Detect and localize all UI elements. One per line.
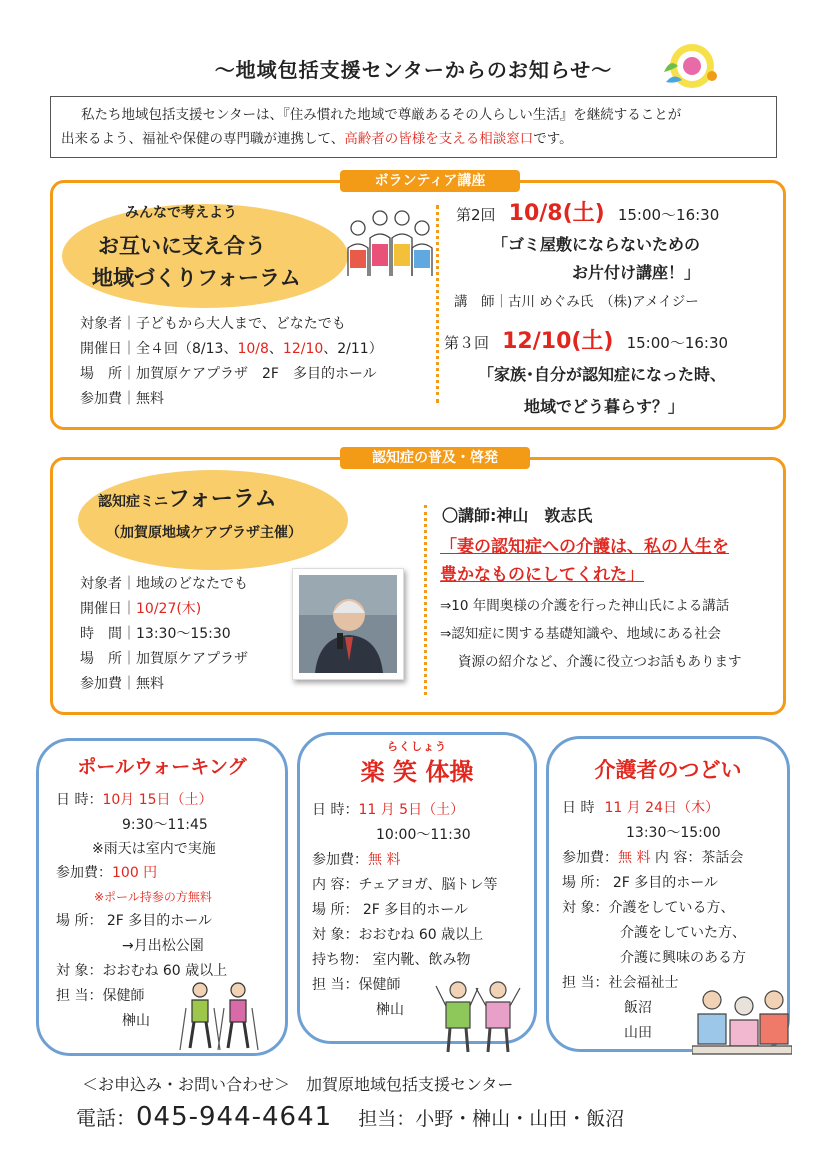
carer-staff-name-1: 飯沼: [624, 1000, 652, 1016]
volunteer-date-sep: 、: [268, 341, 283, 357]
carer-fee-label: 参加費：: [562, 850, 618, 866]
footer-contact: [76, 1102, 624, 1132]
carer-staff-name-2: 山田: [624, 1025, 652, 1041]
session-2-header: [456, 196, 719, 227]
carer-date-value: 11 月 24日（木）: [604, 800, 719, 816]
intro-line-2-end: です。: [533, 131, 573, 147]
exercise-fee-label: 参加費：: [312, 852, 368, 868]
pole-fee-value: 100 円: [112, 865, 158, 881]
session-3-title-2: 地域でどう暮らす？」: [524, 397, 685, 416]
footer-phone-label: 電話：: [76, 1106, 136, 1130]
pole-date: [56, 788, 213, 813]
pole-rain: ※雨天は室内で実施: [92, 841, 216, 857]
people-group-illustration-icon: [344, 206, 434, 284]
session-3-title-1: 「家族･自分が認知症になった時、: [478, 365, 727, 384]
session-2-date: 10/8(土): [508, 201, 605, 226]
exercise-items: 持ち物： 室内靴、飲み物: [312, 952, 471, 968]
session-2-title-1: 「ゴミ屋敷にならないための: [492, 235, 701, 254]
dementia-tab: 認知症の普及・啓発: [340, 447, 530, 469]
volunteer-fee: 参加費｜無料: [80, 391, 164, 407]
volunteer-tab: ボランティア講座: [340, 170, 520, 192]
session-3-header: [444, 324, 728, 355]
exercise-fee: [312, 848, 400, 873]
intro-box: [50, 96, 777, 158]
dementia-title: [98, 482, 277, 513]
session-3-date: 12/10(土): [502, 329, 614, 354]
pole-time: 9:30～11:45: [122, 817, 208, 833]
session-3-number: 第３回: [444, 334, 490, 352]
volunteer-place: 場 所｜加賀原ケアプラザ 2F 多目的ホール: [80, 366, 377, 382]
footer-phone-number: 045-944-4641: [136, 1102, 333, 1132]
session-2-number: 第2回: [456, 206, 496, 224]
exercise-staff: 担 当：保健師: [312, 977, 401, 993]
lecturer-photo: [292, 568, 404, 680]
pole-walkers-illustration-icon: [178, 978, 266, 1052]
carer-place: 場 所： 2F 多目的ホール: [562, 875, 719, 891]
session-2-lecturer: 講 師｜古川 めぐみ氏 （株)アメイジー: [454, 294, 699, 310]
session-3-time: 15:00～16:30: [626, 334, 729, 352]
volunteer-date-3: 12/10: [282, 341, 324, 357]
dementia-quote-1: 「妻の認知症への介護は、私の人生を: [440, 537, 729, 557]
exercise-time: 10:00～11:30: [376, 827, 471, 843]
dementia-target: 対象者｜地域のどなたでも: [80, 576, 248, 592]
pole-place-1: 場 所： 2F 多目的ホール: [56, 913, 213, 929]
carer-target-2: 介護をしていた方、: [620, 925, 746, 941]
exercise-target: 対 象：おおむね 60 歳以上: [312, 927, 484, 943]
dementia-date: 10/27(木): [136, 601, 202, 617]
session-2-title-2: お片付け講座！」: [572, 263, 701, 282]
dementia-title-big: フォーラム: [168, 487, 277, 512]
exercise-date-label: 日 時：: [312, 802, 359, 818]
footer-staff: 担当：小野・榊山・山田・飯沼: [358, 1108, 625, 1130]
volunteer-subtitle: みんなで考えよう: [125, 205, 237, 221]
session-2-time: 15:00～16:30: [617, 206, 720, 224]
carer-date-label: 日 時: [562, 800, 595, 816]
pole-staff-name: 榊山: [122, 1013, 150, 1029]
exercise-illustration-icon: [434, 976, 524, 1054]
carer-fee: [562, 846, 743, 871]
intro-line-2: 出来るよう、福祉や保健の専門職が連携して、: [61, 131, 345, 147]
pole-fee: [56, 861, 157, 886]
carers-talking-illustration-icon: [692, 986, 792, 1056]
pole-staff: 担 当：保健師: [56, 988, 145, 1004]
dementia-bullet-1: ⇒10 年間奥様の介護を行った神山氏による講話: [440, 598, 730, 614]
intro-highlight: 高齢者の皆様を支える相談窓口: [344, 131, 534, 147]
dementia-lecturer: 〇講師:神山 敦志氏: [442, 506, 593, 525]
volunteer-date-2: 10/8: [237, 341, 269, 357]
intro-line-1: 私たち地域包括支援センターは、『住み慣れた地域で尊厳あるその人らしい生活』を継続することが: [81, 107, 682, 123]
carer-staff: 担 当：社会福祉士: [562, 975, 679, 991]
dementia-quote-2: 豊かなものにしてくれた」: [440, 565, 644, 585]
pole-fee-label: 参加費：: [56, 865, 112, 881]
volunteer-title-2: 地域づくりフォーラム: [92, 266, 301, 290]
volunteer-dates-tail: 、2/11）: [323, 341, 383, 357]
exercise-date: [312, 798, 464, 823]
dementia-time: 時 間｜13:30～15:30: [80, 626, 231, 642]
volunteer-divider: [436, 205, 439, 403]
kagahara-logo-icon: [652, 42, 724, 90]
pole-walking-title: ポールウォーキング: [77, 756, 247, 778]
carer-content: 内 容：茶話会: [654, 850, 744, 866]
exercise-date-value: 11 月 5日（土）: [358, 802, 465, 818]
dementia-divider: [424, 505, 427, 695]
dementia-place: 場 所｜加賀原ケアプラザ: [80, 651, 248, 667]
dementia-fee: 参加費｜無料: [80, 676, 164, 692]
dementia-date-row: [80, 597, 201, 622]
carer-target-3: 介護に興味のある方: [620, 950, 746, 966]
footer-inquiry: ＜お申込み・お問い合わせ＞ 加賀原地域包括支援センター: [82, 1075, 514, 1094]
pole-place-2: →月出松公園: [122, 938, 204, 954]
exercise-title: 楽 笑 体操: [360, 758, 474, 786]
carer-fee-value: 無 料: [618, 850, 651, 866]
dementia-host: （加賀原地域ケアプラザ主催）: [106, 525, 302, 541]
exercise-content: 内 容：チェアヨガ、脳トレ等: [312, 877, 498, 893]
volunteer-dates: [80, 337, 383, 362]
carer-target-1: 対 象：介護をしている方、: [562, 900, 735, 916]
exercise-staff-name: 榊山: [376, 1002, 404, 1018]
page-title: ～地域包括支援センターからのお知らせ～: [214, 58, 613, 82]
exercise-fee-value: 無 料: [368, 852, 401, 868]
pole-target: 対 象：おおむね 60 歳以上: [56, 963, 228, 979]
exercise-ruby: らくしょう: [387, 740, 447, 753]
pole-date-value: 10月 15日（土）: [102, 792, 213, 808]
dementia-bullet-2: ⇒認知症に関する基礎知識や、地域にある社会: [440, 626, 722, 642]
carer-time: 13:30～15:00: [626, 825, 721, 841]
volunteer-dates-label: 開催日｜全４回（8/13、: [80, 341, 238, 357]
exercise-place: 場 所： 2F 多目的ホール: [312, 902, 469, 918]
volunteer-title-1: お互いに支え合う: [98, 234, 266, 258]
carer-date: [562, 796, 719, 821]
dementia-bullet-3: 資源の紹介など、介護に役立つお話もあります: [458, 654, 742, 670]
pole-fee-note: ※ポール持参の方無料: [94, 890, 212, 904]
carer-title: 介護者のつどい: [594, 758, 742, 782]
dementia-date-label: 開催日｜: [80, 601, 136, 617]
volunteer-target: 対象者｜子どもから大人まで、どなたでも: [80, 316, 346, 332]
pole-date-label: 日 時：: [56, 792, 103, 808]
dementia-title-small: 認知症ミニ: [98, 494, 168, 510]
